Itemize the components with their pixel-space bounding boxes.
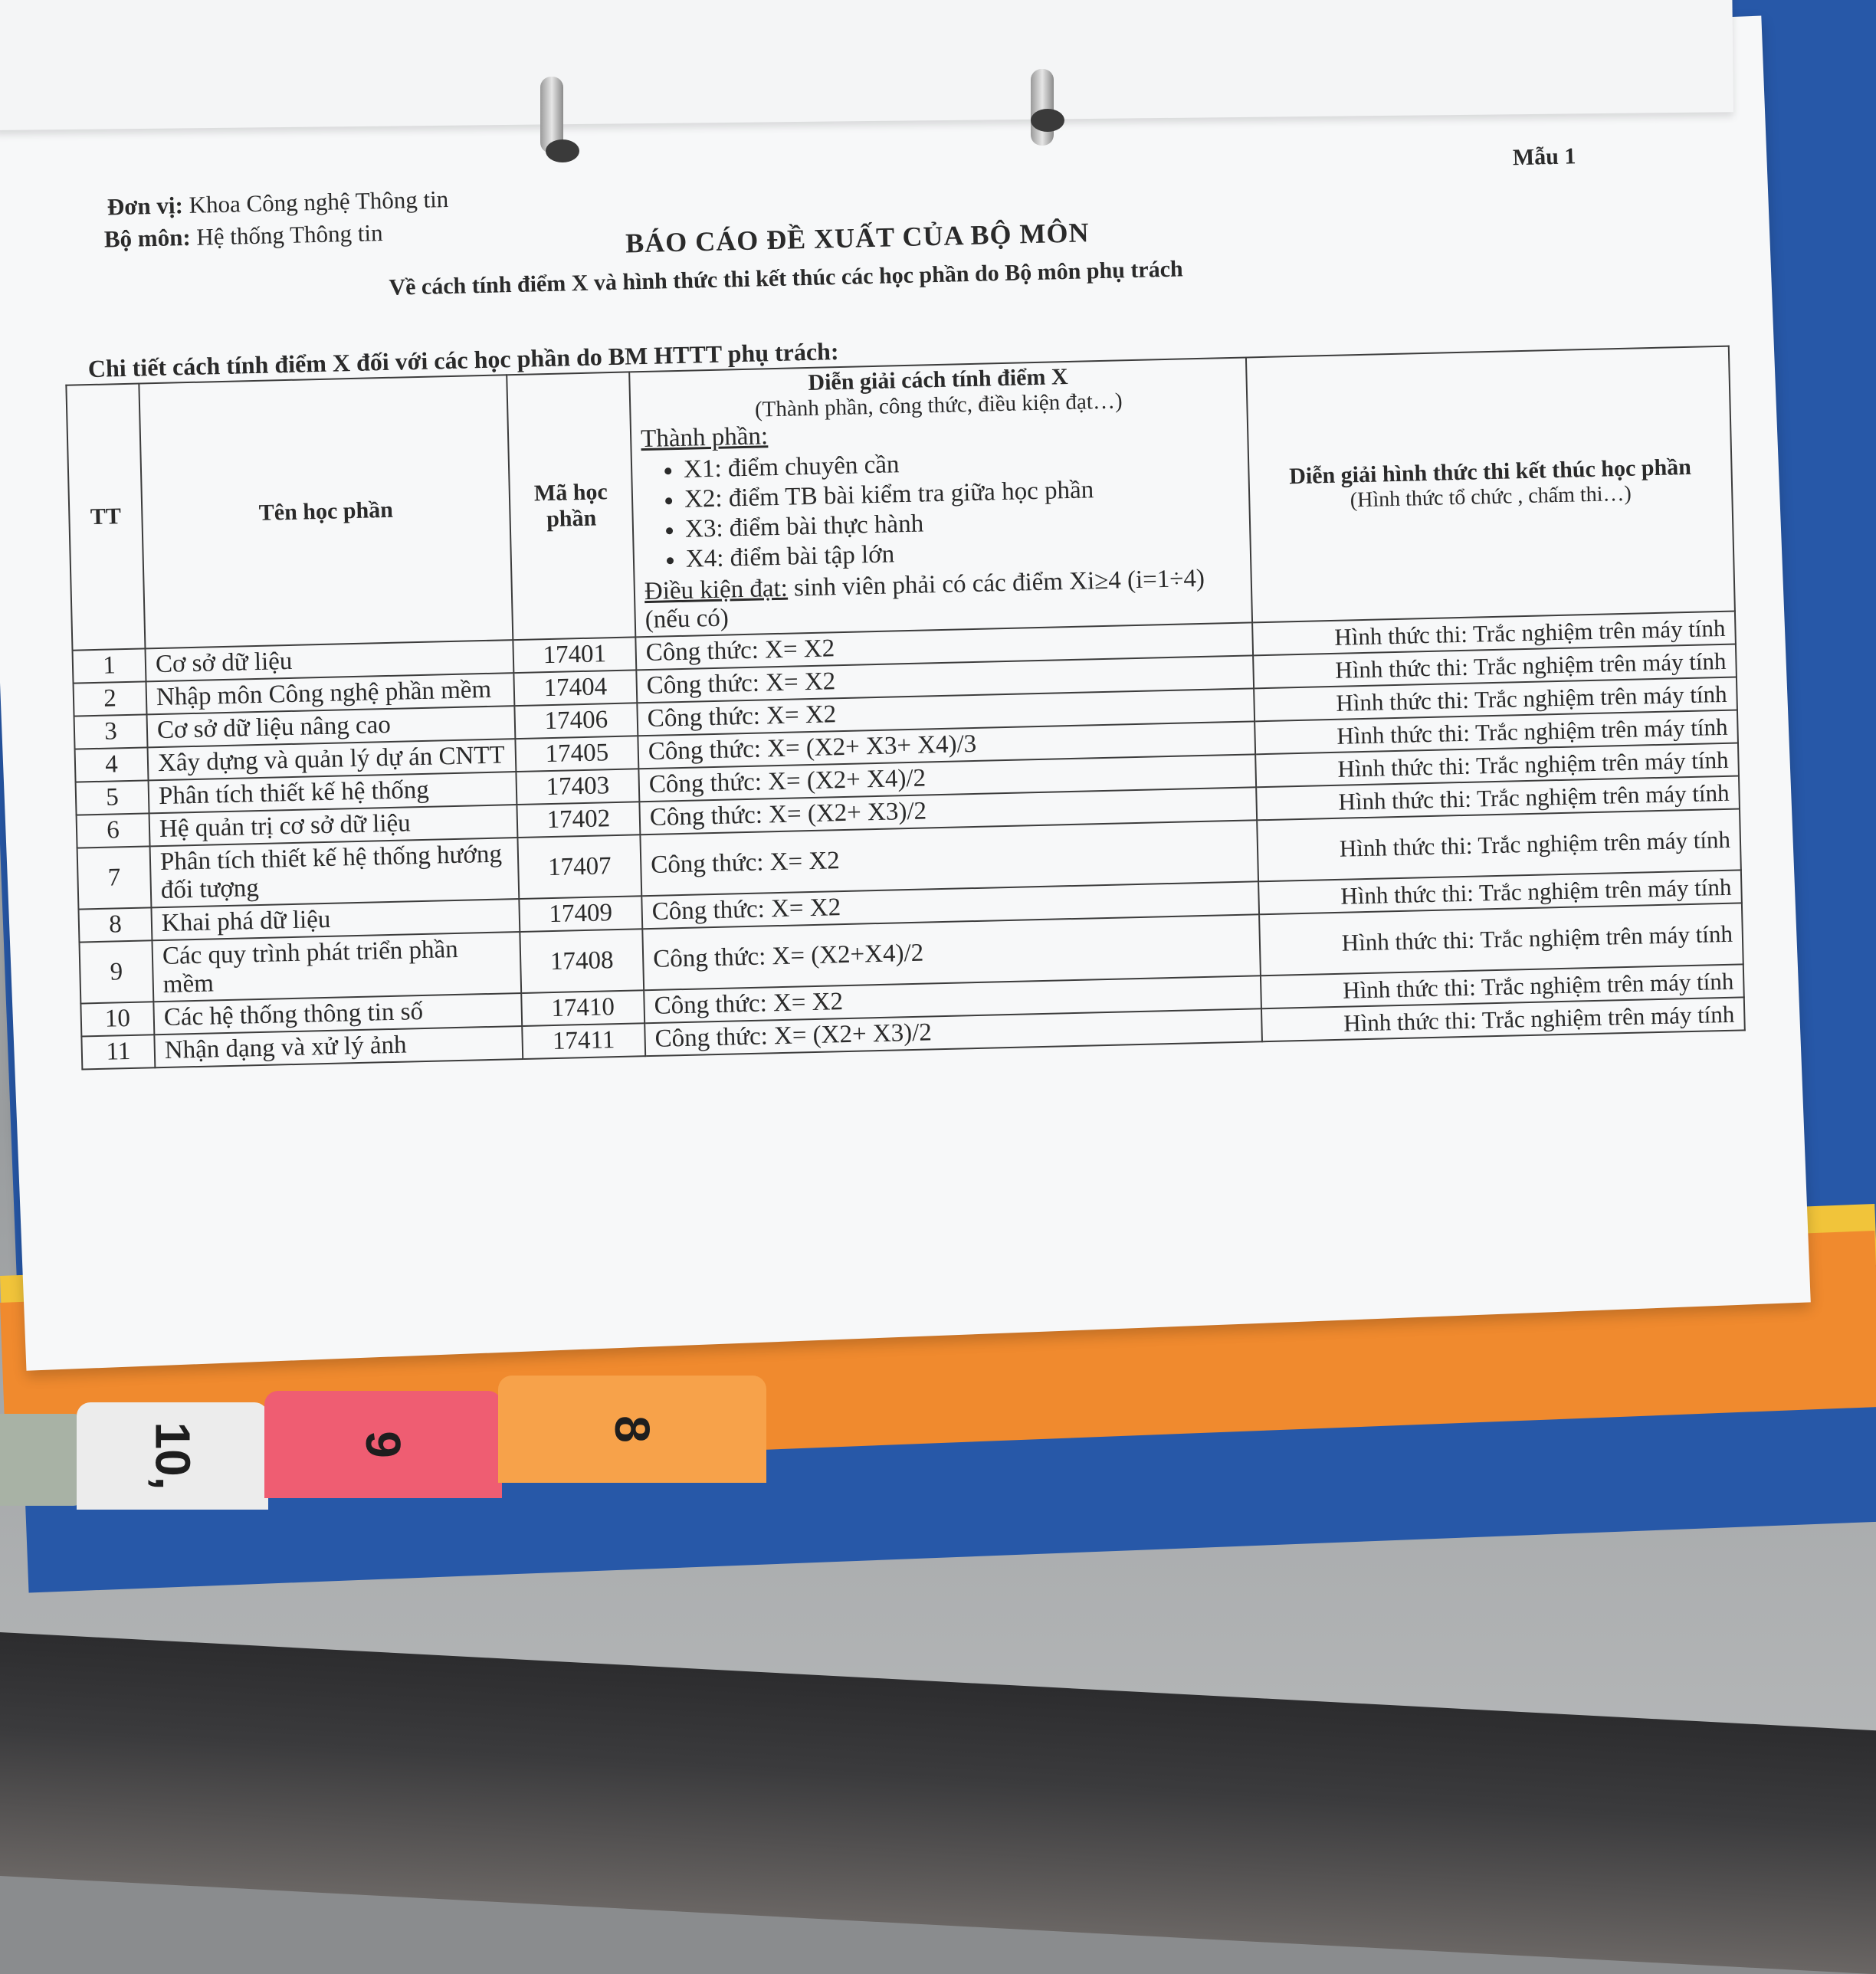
- divider-tab-9[interactable]: [264, 1391, 502, 1498]
- cell-formula: Công thức: X= (X2+ X3)/2: [644, 1008, 1262, 1056]
- cell-exam: Hình thức thi: Trắc nghiệm trên máy tính: [1256, 776, 1740, 820]
- cell-formula: Công thức: X= (X2+ X3)/2: [639, 787, 1257, 835]
- cell-exam: Hình thức thi: Trắc nghiệm trên máy tính: [1254, 710, 1738, 755]
- table-header-row: [66, 346, 1735, 651]
- cell-formula: Công thức: X= (X2+ X3+ X4)/3: [638, 721, 1255, 769]
- unit-line: [107, 185, 448, 221]
- col-formula: [629, 357, 1252, 637]
- col-code: Mã học phần: [507, 372, 635, 640]
- condition-label: Điều kiện đạt:: [644, 574, 789, 606]
- cell-exam: Hình thức thi: Trắc nghiệm trên máy tính: [1254, 677, 1737, 722]
- page-subtitle: Về cách tính điểm X và hình thức thi kết thúc các học phần do Bộ môn phụ trách: [389, 256, 1184, 300]
- cell-exam: Hình thức thi: Trắc nghiệm trên máy tính: [1261, 964, 1744, 1008]
- tab-8-label: 8: [605, 1415, 660, 1443]
- cell-tt: 10: [80, 1002, 154, 1036]
- cell-code: 17410: [521, 990, 644, 1026]
- cell-tt: 1: [73, 648, 146, 683]
- section-title: Chi tiết cách tính điểm X đối với các học phần do BM HTTT phụ trách:: [87, 337, 839, 383]
- cell-code: 17401: [513, 637, 636, 673]
- cell-code: 17405: [515, 736, 638, 772]
- list-item: • X2: điểm TB bài kiểm tra giữa học phần: [684, 473, 1240, 514]
- col-tt: TT: [66, 384, 145, 651]
- cell-name: Các quy trình phát triển phần mềm: [152, 932, 521, 1002]
- page-title: BÁO CÁO ĐỀ XUẤT CỦA BỘ MÔN: [625, 217, 1090, 259]
- cell-exam: Hình thức thi: Trắc nghiệm trên máy tính: [1252, 612, 1736, 656]
- components-label: Thành phần:: [640, 422, 769, 454]
- cell-exam: Hình thức thi: Trắc nghiệm trên máy tính: [1259, 903, 1743, 976]
- cell-name: Xây dựng và quản lý dự án CNTT: [148, 739, 517, 780]
- divider-tab-8[interactable]: [498, 1376, 766, 1483]
- unit-label: Đơn vị:: [107, 192, 184, 221]
- cell-tt: 2: [74, 681, 147, 716]
- cell-formula: Công thức: X= X2: [641, 881, 1259, 929]
- cell-code: 17409: [519, 896, 642, 932]
- cell-tt: 4: [75, 747, 149, 782]
- list-item: • X4: điểm bài tập lớn: [686, 533, 1241, 574]
- cell-name: Nhập môn Công nghệ phần mềm: [146, 673, 514, 714]
- form-number: Mẫu 1: [1512, 143, 1576, 171]
- cell-exam: Hình thức thi: Trắc nghiệm trên máy tính: [1255, 743, 1739, 788]
- cell-name: Cơ sở dữ liệu: [145, 640, 513, 681]
- cell-exam: Hình thức thi: Trắc nghiệm trên máy tính: [1257, 808, 1741, 881]
- cell-tt: 6: [77, 813, 150, 848]
- cell-name: Khai phá dữ liệu: [151, 899, 520, 940]
- cell-code: 17407: [517, 835, 641, 899]
- course-table: [65, 346, 1745, 1071]
- cell-code: 17408: [520, 929, 644, 993]
- divider-tab-10[interactable]: [77, 1402, 268, 1510]
- cell-exam: Hình thức thi: Trắc nghiệm trên máy tính: [1253, 644, 1737, 689]
- col-formula-title: Diễn giải cách tính điểm X: [808, 363, 1068, 395]
- col-exam-note: (Hình thức tổ chức , chấm thi…): [1350, 481, 1632, 513]
- cell-code: 17404: [513, 670, 637, 706]
- list-item: • X3: điểm bài thực hành: [685, 503, 1241, 544]
- cell-formula: Công thức: X= (X2+X4)/2: [642, 914, 1261, 990]
- cell-name: Cơ sở dữ liệu nâng cao: [147, 706, 516, 747]
- list-item: • X1: điểm chuyên cần: [684, 443, 1239, 484]
- cell-tt: 9: [79, 940, 153, 1003]
- dept-label: Bộ môn:: [103, 223, 192, 253]
- cell-tt: 5: [76, 780, 149, 815]
- tab-9-label: 9: [356, 1431, 411, 1458]
- cell-tt: 11: [81, 1035, 155, 1069]
- cell-formula: Công thức: X= (X2+ X4)/2: [638, 754, 1256, 802]
- cell-exam: Hình thức thi: Trắc nghiệm trên máy tính: [1261, 997, 1745, 1041]
- cell-formula: Công thức: X= X2: [635, 622, 1253, 670]
- condition-text: sinh viên phải có các điểm Xi≥4 (i=1÷4) (nếu có): [644, 564, 1205, 634]
- dept-line: [103, 219, 382, 254]
- components-list: [684, 443, 1241, 574]
- cell-formula: Công thức: X= X2: [644, 976, 1261, 1023]
- cell-tt: 3: [74, 714, 148, 749]
- cell-name: Phân tích thiết kế hệ thống: [149, 772, 517, 813]
- cell-name: Phân tích thiết kế hệ thống hướng đối tượng: [150, 838, 520, 907]
- cell-formula: Công thức: X= X2: [640, 820, 1258, 896]
- cell-formula: Công thức: X= X2: [637, 688, 1254, 736]
- col-name: Tên học phần: [139, 375, 513, 648]
- col-formula-note: (Thành phần, công thức, điều kiện đạt…): [754, 389, 1123, 422]
- cell-code: 17402: [517, 802, 640, 838]
- cell-code: 17403: [516, 769, 639, 805]
- cell-tt: 8: [78, 907, 152, 942]
- col-exam: [1246, 346, 1735, 623]
- cell-tt: 7: [77, 846, 152, 909]
- cell-formula: Công thức: X= X2: [636, 655, 1254, 703]
- cell-name: Các hệ thống thông tin số: [153, 993, 522, 1035]
- divider-tab-grey: [0, 1414, 84, 1506]
- cell-name: Hệ quản trị cơ sở dữ liệu: [149, 805, 518, 846]
- cell-code: 17406: [514, 703, 638, 739]
- unit-value: Khoa Công nghệ Thông tin: [189, 185, 449, 218]
- cell-name: Nhận dạng và xử lý ảnh: [154, 1026, 523, 1067]
- col-exam-title: Diễn giải hình thức thi kết thúc học phần: [1288, 454, 1692, 490]
- tab-10-label: 10,: [145, 1421, 200, 1490]
- cell-exam: Hình thức thi: Trắc nghiệm trên máy tính: [1258, 870, 1742, 914]
- cell-code: 17411: [522, 1023, 645, 1059]
- dept-value: Hệ thống Thông tin: [196, 218, 383, 251]
